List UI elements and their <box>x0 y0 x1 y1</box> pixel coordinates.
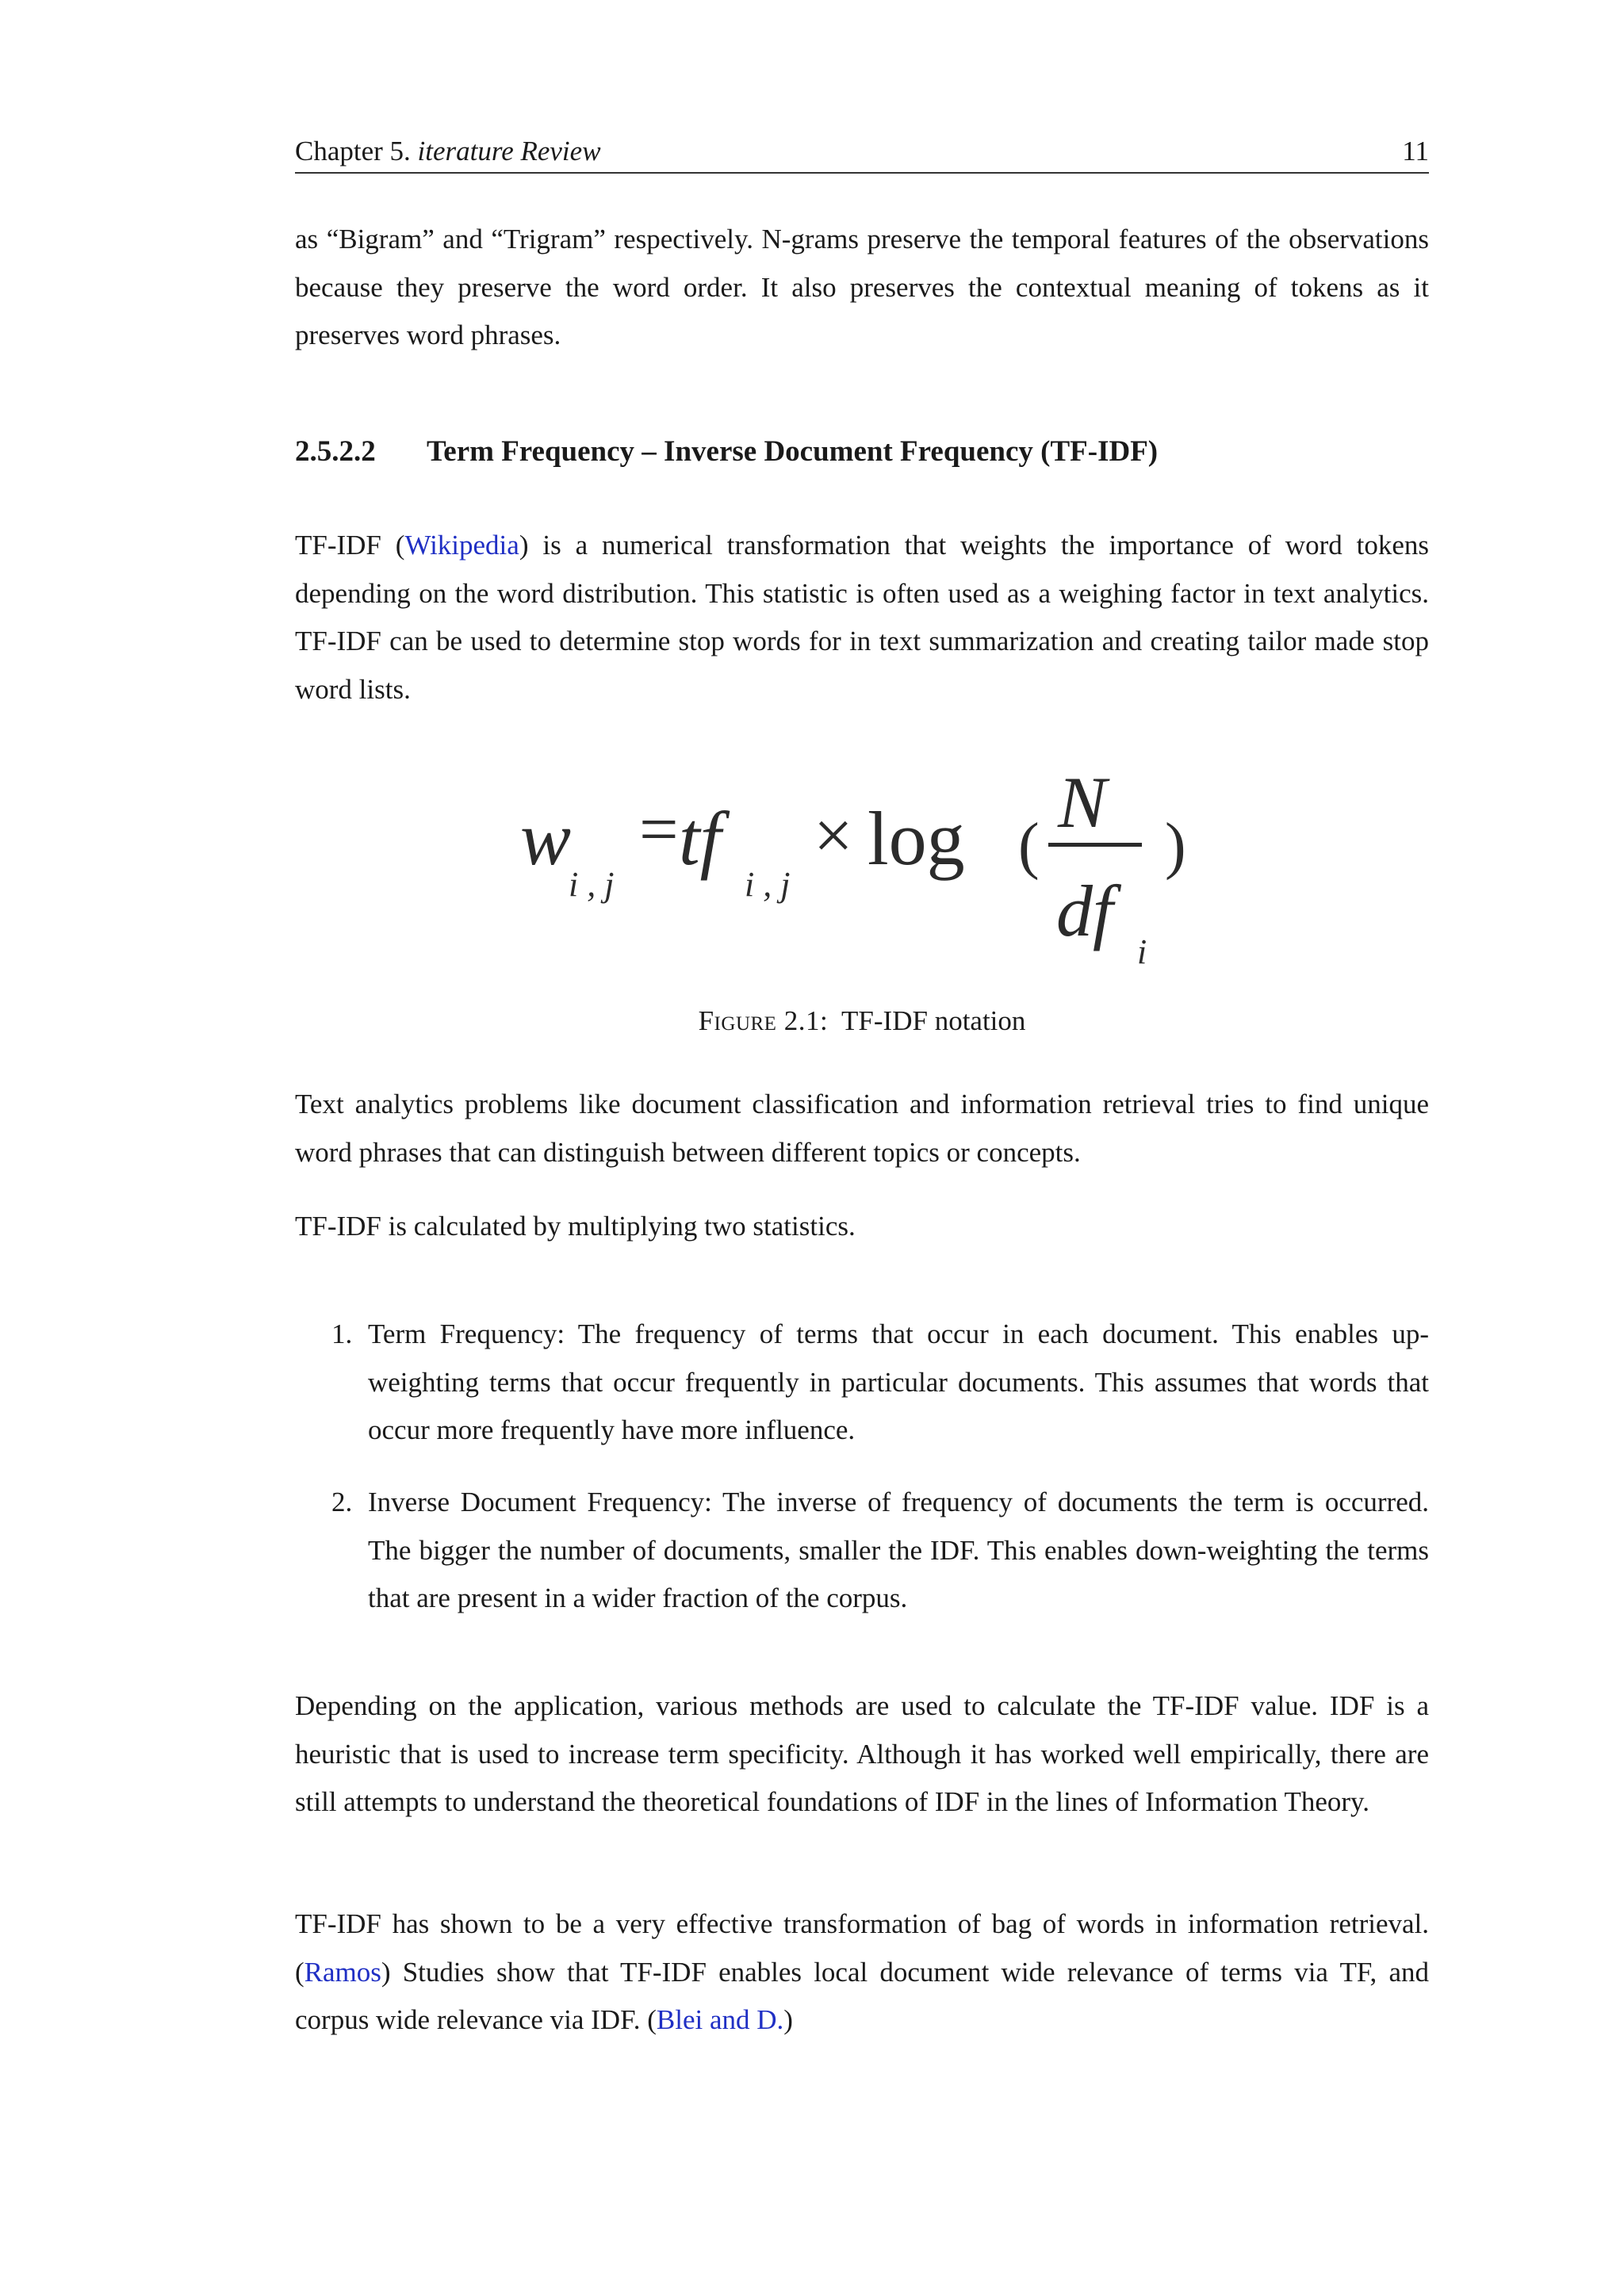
list-marker: 2. <box>331 1487 353 1517</box>
formula-close-paren: ) <box>1165 811 1186 881</box>
paragraph-tfidf-effective: TF-IDF has shown to be a very effective transformation of bag of words in information retrieval. (Ramos) Studies show that TF-IDF enables local document wide relevance of terms via TF, and corpus wide relevance via IDF. (Blei and D.) <box>295 1908 1429 2035</box>
figure-caption-label: Figure 2.1: <box>698 1005 829 1036</box>
tfidf-formula <box>471 733 1264 975</box>
paragraph-text-analytics: Text analytics problems like document classification and information retrieval tries to find unique word phrases that can distinguish between different topics or concepts. <box>295 1089 1429 1168</box>
paragraph-two-statistics: TF-IDF is calculated by multiplying two statistics. <box>295 1211 856 1242</box>
formula-w: w <box>520 796 572 881</box>
tfidf-formula-figure <box>471 733 1264 975</box>
list-item-text: Inverse Document Frequency: The inverse of frequency of documents the term is occurred. The bigger the number of documents, smaller the IDF. This enables down-weighting the terms that are present in a wider fraction of the corpus. <box>368 1487 1429 1613</box>
formula-w-subscript: i , j <box>569 865 615 904</box>
list-item-inverse-document-frequency <box>295 1479 1429 1623</box>
section-title: Term Frequency – Inverse Document Frequency (TF-IDF) <box>427 435 1159 468</box>
formula-denominator-subscript: i <box>1137 932 1147 971</box>
list-marker: 1. <box>331 1318 353 1349</box>
page-number: 11 <box>1402 136 1429 166</box>
formula-denominator: df <box>1056 871 1113 951</box>
formula-tf-subscript: i , j <box>745 865 791 904</box>
running-header <box>295 131 1429 174</box>
chapter-label: Chapter 5. iterature Review <box>295 136 601 166</box>
formula-numerator: N <box>1058 762 1107 843</box>
list-item-term-frequency <box>295 1311 1429 1455</box>
wikipedia-link[interactable]: Wikipedia <box>404 530 519 561</box>
paragraph-idf-heuristic: Depending on the application, various methods are used to calculate the TF-IDF value. IDF is a heuristic that is used to increase term specificity. Although it has worked well empirically, there are still attempts to understand the theoretical foundations of IDF in the lines of Information Theory. <box>295 1690 1429 1817</box>
list-item-text: Term Frequency: The frequency of terms that occur in each document. This enables up-weighting terms that occur frequently in particular documents. This assumes that words that occur more frequently have more influence. <box>368 1318 1429 1445</box>
formula-open-paren: ( <box>1018 811 1040 881</box>
section-number: 2.5.2.2 <box>295 435 376 468</box>
formula-times: × <box>814 798 853 874</box>
formula-equals: = <box>639 791 679 868</box>
figure-caption-text: TF-IDF notation <box>841 1005 1026 1036</box>
ramos-citation-link[interactable]: Ramos <box>304 1956 381 1988</box>
section-heading <box>295 428 1429 476</box>
paragraph-tfidf-intro: TF-IDF (Wikipedia) is a numerical transformation that weights the importance of word tokens depending on the word distribution. This statistic is often used as a weighing factor in text analytics. TF-IDF can be used to determine stop words for in text summarization and creating tailor made stop word lists. <box>295 530 1429 705</box>
formula-log: log <box>868 796 965 881</box>
formula-fraction-bar <box>1048 843 1142 847</box>
paragraph-ngrams: as “Bigram” and “Trigram” respectively. N-grams preserve the temporal features of the observations because they preserve the word order. It also preserves the contextual meaning of tokens as it preserves word phrases. <box>295 224 1429 350</box>
figure-caption <box>295 997 1429 1045</box>
chapter-title: iterature Review <box>417 136 601 166</box>
blei-citation-link[interactable]: Blei and D. <box>656 2004 784 2035</box>
formula-tf: tf <box>679 796 722 881</box>
